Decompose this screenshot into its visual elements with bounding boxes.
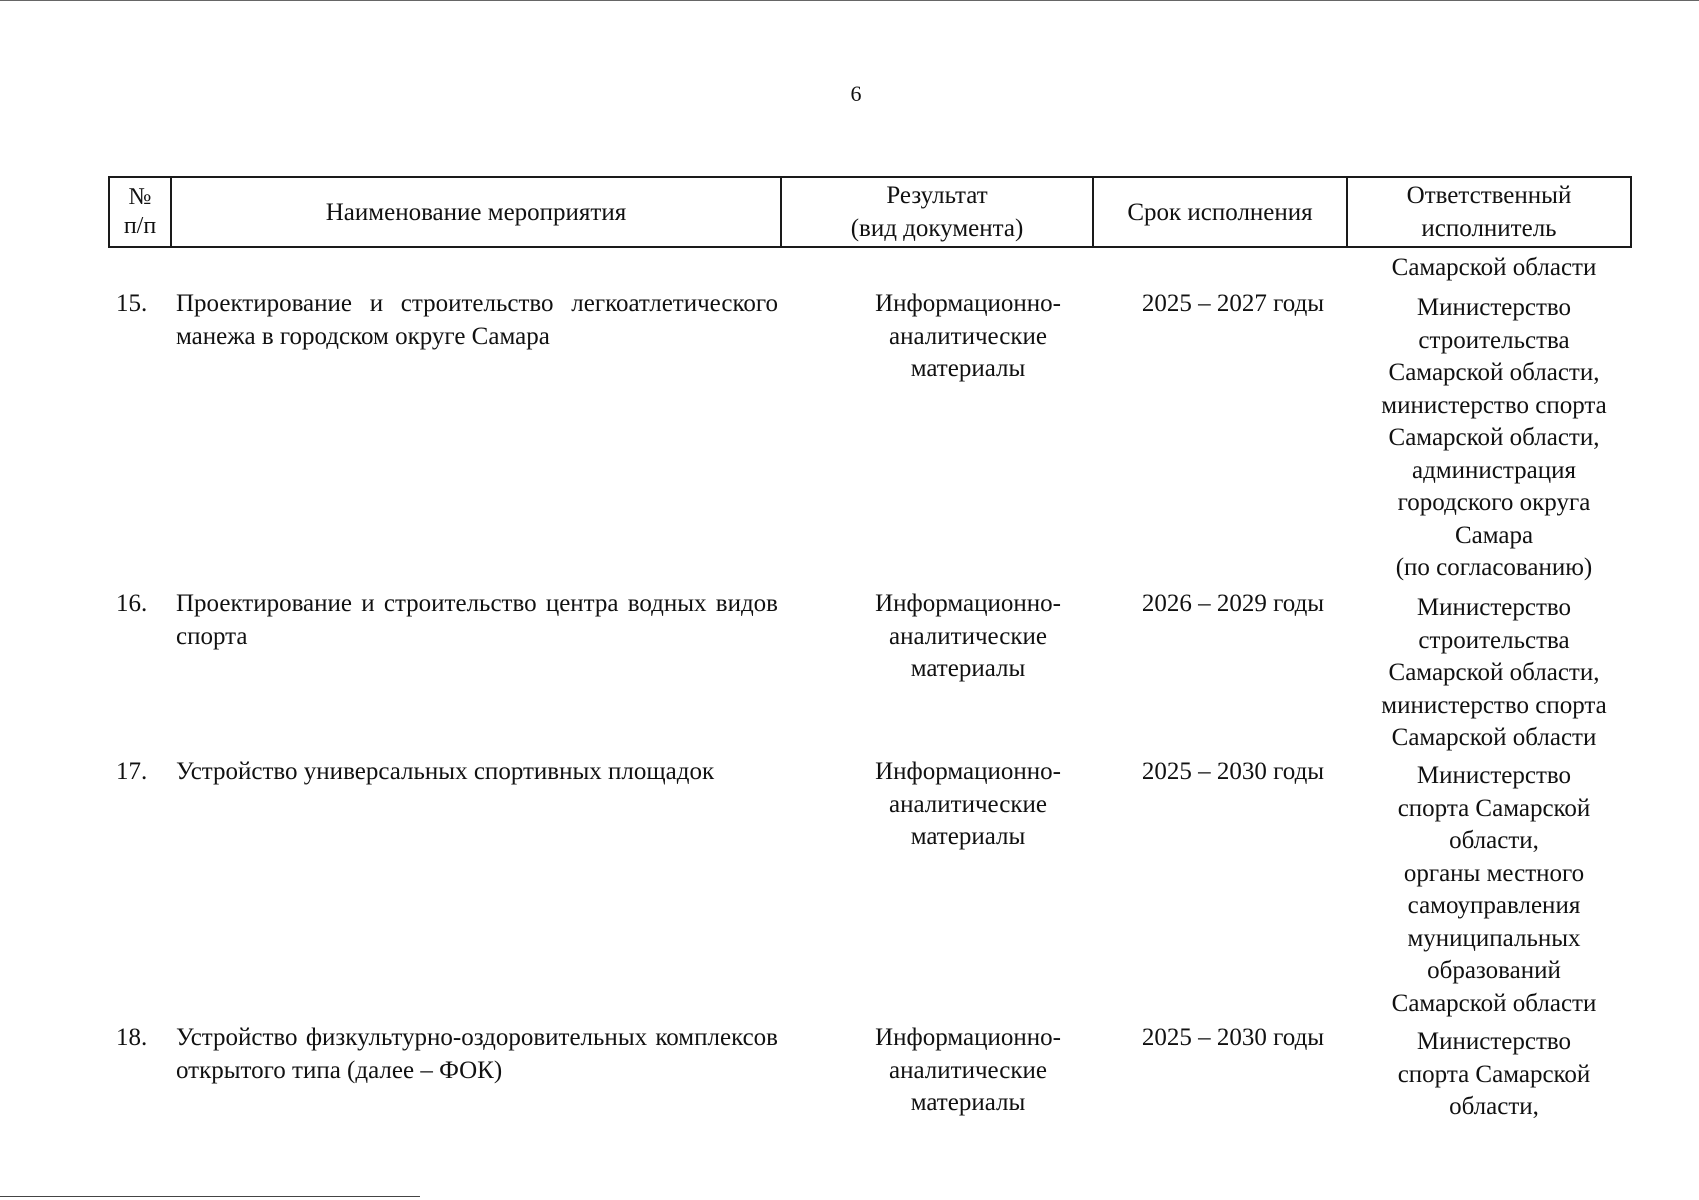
row-number: 16. bbox=[116, 590, 148, 617]
row-number: 17. bbox=[116, 758, 148, 785]
header-term: Срок исполнения bbox=[1093, 177, 1347, 247]
row-responsible: Министерство спорта Самарской области, bbox=[1397, 1028, 1591, 1120]
row-term: 2025 – 2030 годы bbox=[1141, 758, 1325, 785]
row-result: Информационно- аналитические материалы bbox=[875, 1024, 1061, 1116]
row-responsible: Министерство строительства Самарской области, министерство спорта Самарской области bbox=[1381, 594, 1607, 751]
row-result: Информационно- аналитические материалы bbox=[875, 590, 1061, 682]
row-result: Информационно- аналитические материалы bbox=[875, 290, 1061, 382]
table-header bbox=[108, 176, 1632, 248]
row-name: Проектирование и строительство центра водных видов спорта bbox=[176, 590, 778, 650]
top-edge-line bbox=[0, 0, 1699, 1]
header-name: Наименование мероприятия bbox=[171, 177, 781, 247]
header-result: Результат (вид документа) bbox=[781, 177, 1093, 247]
row-number: 15. bbox=[116, 290, 148, 317]
header-number: № п/п bbox=[109, 177, 171, 247]
header-responsible: Ответственный исполнитель bbox=[1347, 177, 1631, 247]
row-term: 2025 – 2030 годы bbox=[1141, 1024, 1325, 1051]
row-responsible: Министерство спорта Самарской области, органы местного самоуправления муниципальных образований Самарской области bbox=[1391, 762, 1597, 1017]
row-name: Проектирование и строительство легкоатлетического манежа в городском округе Самара bbox=[176, 290, 778, 350]
row-term: 2026 – 2029 годы bbox=[1141, 590, 1325, 617]
row-name: Устройство физкультурно-оздоровительных комплексов открытого типа (далее – ФОК) bbox=[176, 1024, 778, 1084]
footnote-separator bbox=[0, 1196, 420, 1197]
page-number: 6 bbox=[850, 81, 862, 106]
row-number: 18. bbox=[116, 1024, 148, 1051]
row-term: 2025 – 2027 годы bbox=[1141, 290, 1325, 317]
row-responsible: Министерство строительства Самарской области, министерство спорта Самарской области, администрация городского округа Самара (по согласованию) bbox=[1381, 294, 1607, 581]
row-name: Устройство универсальных спортивных площадок bbox=[176, 758, 715, 785]
carryover-responsible: Самарской области bbox=[1391, 254, 1597, 281]
row-result: Информационно- аналитические материалы bbox=[875, 758, 1061, 850]
